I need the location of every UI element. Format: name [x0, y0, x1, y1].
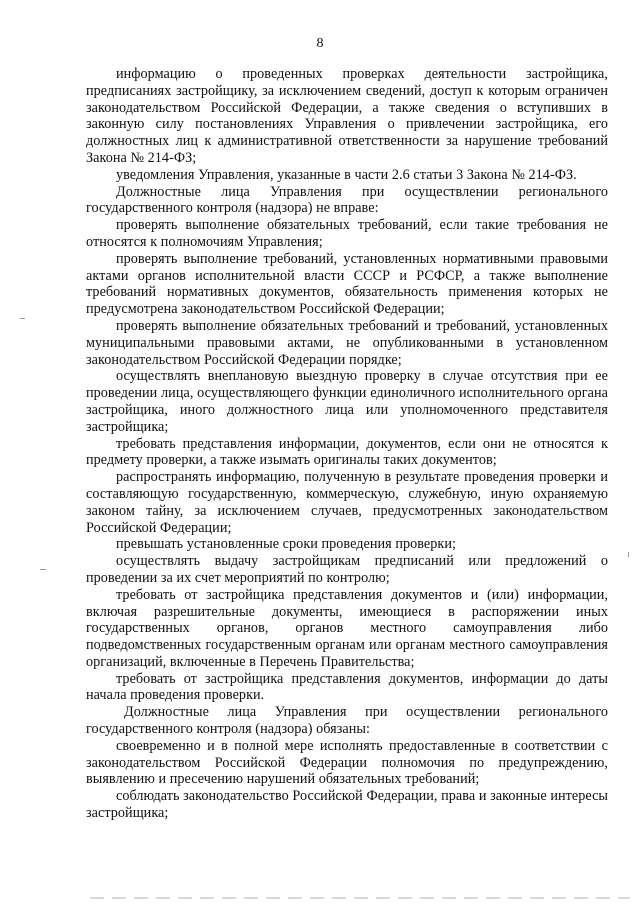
- paragraph: осуществлять выдачу застройщикам предписаний или предложений о проведении за их счет мероприятий по контролю;: [86, 553, 608, 586]
- paragraph: Должностные лица Управления при осуществлении регионального государственного контроля (надзора) не вправе:: [86, 183, 608, 217]
- paragraph: требовать от застройщика представления документов и (или) информации, включая разрешительные документы, имеющиеся в распоряжении иных государственных органов, органов местного самоуправления либо подведомственных государственным органам или органам местного самоуправления организаций, включенные в Перечень Правительства;: [86, 586, 608, 670]
- scan-artifact: [628, 552, 629, 557]
- scan-artifact: [20, 318, 25, 319]
- paragraph: информацию о проведенных проверках деятельности застройщика, предписаниях застройщику, за исключением сведений, доступ к которым ограничен законодательством Российской Федерации, а также сведения о вступивших в законную силу постановлениях Управления о привлечении застройщика, его должностных лиц к административной ответственности за нарушение требований Закона № 214-ФЗ;: [86, 66, 608, 166]
- scan-artifact: [40, 569, 46, 570]
- paragraph: проверять выполнение обязательных требований, если такие требования не относятся к полномочиям Управления;: [86, 217, 608, 250]
- paragraph: требовать от застройщика представления документов, информации до даты начала проведения проверки.: [86, 670, 608, 704]
- paragraph: соблюдать законодательство Российской Федерации, права и законные интересы застройщика;: [86, 788, 608, 822]
- paragraph: распространять информацию, полученную в результате проведения проверки и составляющую государственную, коммерческую, служебную, иную охраняемую законом тайну, за исключением случаев, предусмотренных законодательством Российской Федерации;: [86, 469, 608, 536]
- paragraph: осуществлять внеплановую выездную проверку в случае отсутствия при ее проведении лица, осуществляющего функции единоличного исполнительного органа застройщика, иного должностного лица или уполномоченного представителя застройщика;: [86, 368, 608, 435]
- paragraph: проверять выполнение обязательных требований и требований, установленных муниципальными правовыми актами, не опубликованными в установленном законодательством Российской Федерации порядке;: [86, 317, 608, 368]
- paragraph: проверять выполнение требований, установленных нормативными правовыми актами органов исполнительной власти СССР и РСФСР, а также выполнение требований нормативных документов, обязательность применения которых не предусмотрена законодательством Российской Федерации;: [86, 250, 608, 318]
- paragraph: своевременно и в полной мере исполнять предоставленные в соответствии с законодательством Российской Федерации полномочия по предупреждению, выявлению и пресечению нарушений обязательных требований;: [86, 737, 608, 788]
- scan-bottom-edge: [90, 897, 630, 899]
- paragraph: уведомления Управления, указанные в части 2.6 статьи 3 Закона № 214-ФЗ.: [116, 166, 577, 183]
- paragraph: требовать представления информации, документов, если они не относятся к предмету проверки, а также изымать оригиналы таких документов;: [86, 435, 608, 469]
- paragraph: превышать установленные сроки проведения проверки;: [116, 536, 456, 553]
- document-body: [86, 66, 608, 822]
- page-number: 8: [316, 36, 324, 51]
- paragraph: Должностные лица Управления при осуществлении регионального государственного контроля (надзора) обязаны:: [86, 704, 608, 738]
